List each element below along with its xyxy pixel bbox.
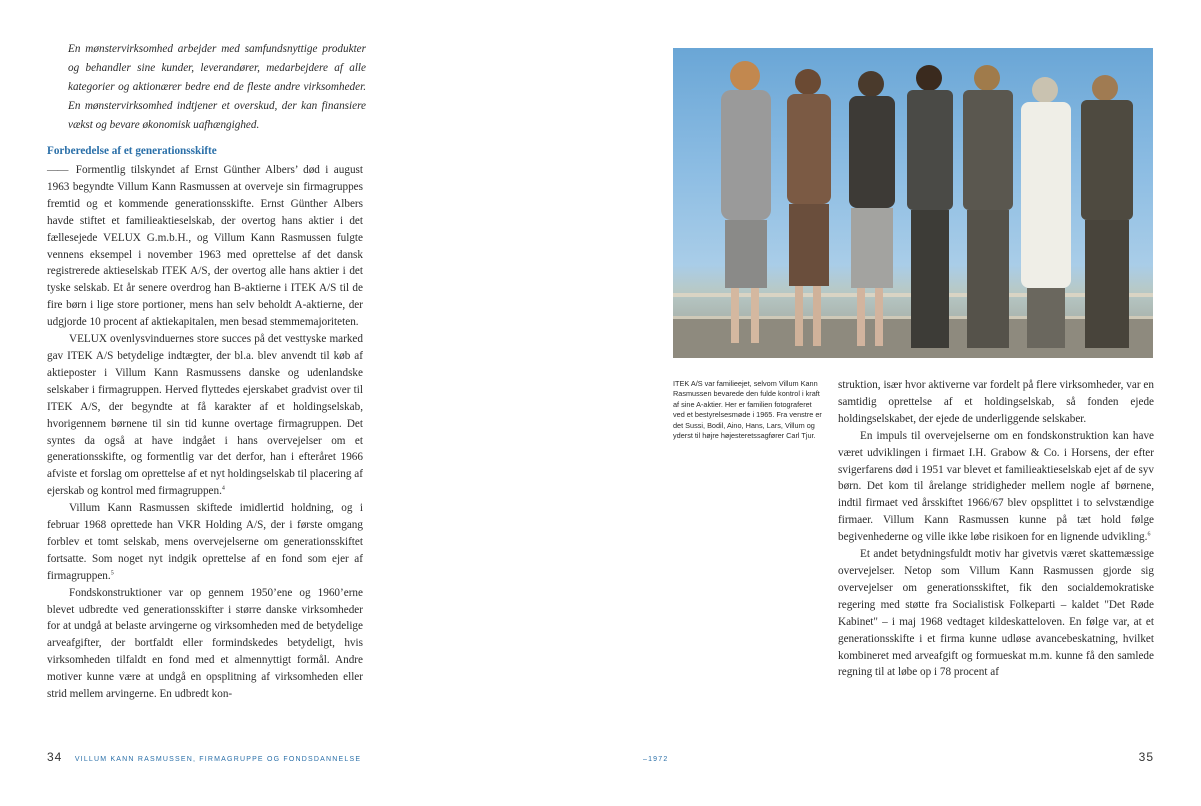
intro-quote: En mønstervirksomhed arbejder med samfundsnyttige produkter og behandler sine kunder, leverandører, medarbejdere af alle kategorier og aktionærer bedre end de fleste andre virksomheder. En mønstervirksomhed indtjener et overskud, der kan finansiere vækst og bevare økonomisk uafhængighed. [68, 43, 366, 131]
paragraph: —— Formentlig tilskyndet af Ernst Günther Albers’ død i august 1963 begyndte Villum Kann Rasmussen at overveje sin firmagruppes fremtid og et kommende generationsskifte. Ernst Günther Albers havde stiftet et familieaktieselskab, der overtog hans aktier i det fællesejede VELUX G.m.b.H., og Villum Kann Rasmussen fulgte vennens eksempel i november 1963 med oprettelse af det dansk registrerede aktieselskab ITEK A/S, der overtog alle hans aktier i det tyske selskab. Et år senere overdrog han B-aktierne i ITEK A/S til de fire børn i lige store portioner, mens han selv beholdt A-aktierne, der udgjorde 10 procent af aktiekapitalen, men besad stemmemajoriteten. [47, 164, 364, 329]
left-footer [47, 748, 361, 766]
right-page [600, 0, 1201, 806]
running-head: –1972 [643, 756, 669, 763]
paragraph: Villum Kann Rasmussen skiftede imidlertid holdning, og i februar 1968 oprettede han VKR Holding A/S, der i første omgang forblev et tomt selskab, mens overvejelserne om generationsskiftet fortsatte. Som noget nyt indgik oprettelse af en fond som ejer af firmagruppen.$^5$ [47, 502, 363, 582]
paragraph: En impuls til overvejelserne om en fondskonstruktion kan have været udviklingen i firmaet I.H. Grabow & Co. i Horsens, der efter svigerfarens død i 1951 var blevet et familieaktieselskab ejet af de syv børn. Det kom til årelange stridigheder mellem nogle af børnene, indtil firmaet ved årsskiftet 1966/67 blev opsplittet i to selvstændige firmaer. Villum Kann Rasmussen kunne på tæt hold følge begivenhederne og ville ikke løbe risikoen for en lignende udvikling.$^6$ [838, 429, 1154, 544]
footnote-ref: 4 [221, 485, 225, 492]
left-page [0, 0, 600, 806]
left-body-column [47, 162, 363, 703]
right-body-column [838, 377, 1154, 681]
paragraph: struktion, især hvor aktiverne var fordelt på flere virksomheder, var en samtidig oprettelse af et holdingselskab, så fonden ejede holdingselskabet, der ejede de underliggende selskaber. [838, 379, 1154, 425]
section-title: Forberedelse af et generationsskifte [47, 145, 217, 157]
right-footer [1139, 748, 1154, 766]
right-running-head-wrap [643, 748, 668, 766]
page-number: 34 [47, 750, 63, 764]
page-number: 35 [1138, 750, 1154, 764]
running-head: VILLUM KANN RASMUSSEN, FIRMAGRUPPE OG FONDSDANNELSE [74, 756, 362, 763]
footnote-ref: 5 [110, 570, 114, 577]
paragraph: Et andet betydningsfuldt motiv har givetvis været skattemæssige overvejelser. Netop som Villum Kann Rasmussen gjorde sig overvejelser om generationsskiftet, fik den socialdemokratiske regering med støtte fra Socialistisk Folkeparti – kaldet "Det Røde Kabinet" – i maj 1968 vedtaget kildeskatteloven. En følge var, at et generationsskifte i et firma kunne udløse avancebeskatning, hvilket kombineret med arveafgift og formueskat m.m. kunne få den samlede regning til at løbe op i 78 procent af [838, 548, 1154, 679]
family-photo [673, 48, 1153, 358]
footnote-ref: 6 [1147, 531, 1151, 538]
em-dash: —— [47, 164, 68, 176]
paragraph: Fondskonstruktioner var op gennem 1950’ene og 1960’erne blevet udbredte ved generationsskifter i større danske virksomheder for at undgå at belaste arvingerne og virksomheden med de betydelige arveafgifter, der bortfaldt eller formindskedes betydeligt, hvis virksomheden tilfaldt en fond med et almennyttigt formål. Andre motiver kunne være at undgå en opsplitning af virksomheden eller strid mellem arvingerne. En udbredt kon- [47, 586, 363, 701]
photo-caption: ITEK A/S var familieejet, selvom Villum Kann Rasmussen bevarede den fulde kontrol i kraft af sine A-aktier. Her er familien fotograferet ved et bestyrelsesmøde i 1965. Fra venstre er det Sussi, Bodil, Aino, Hans, Lars, Villum og yderst til højre højesteretssagfører Carl Tjur. [673, 379, 822, 441]
paragraph: VELUX ovenlysvinduernes store succes på det vesttyske marked gav ITEK A/S betydelige indtægter, der bl.a. blev anvendt til køb af aktieposter i Villum Kann Rasmussens danske og udenlandske selskaber i firmagruppen. Herved flyttedes ejerskabet gradvist over til ITEK A/S, der begyndte at få karakter af et holdingselskab, hvorigennem børnene til sin tid kunne overtage firmagruppen. Det syntes da også at have indgået i hans overvejelser om et generationsskifte, og formentlig var det derfor, han i efteråret 1966 afviste et forslag om oprettelse af et nyt holdingselskab til placering af ejerskab og kontrol med firmagruppen.$^4$ [47, 333, 363, 498]
